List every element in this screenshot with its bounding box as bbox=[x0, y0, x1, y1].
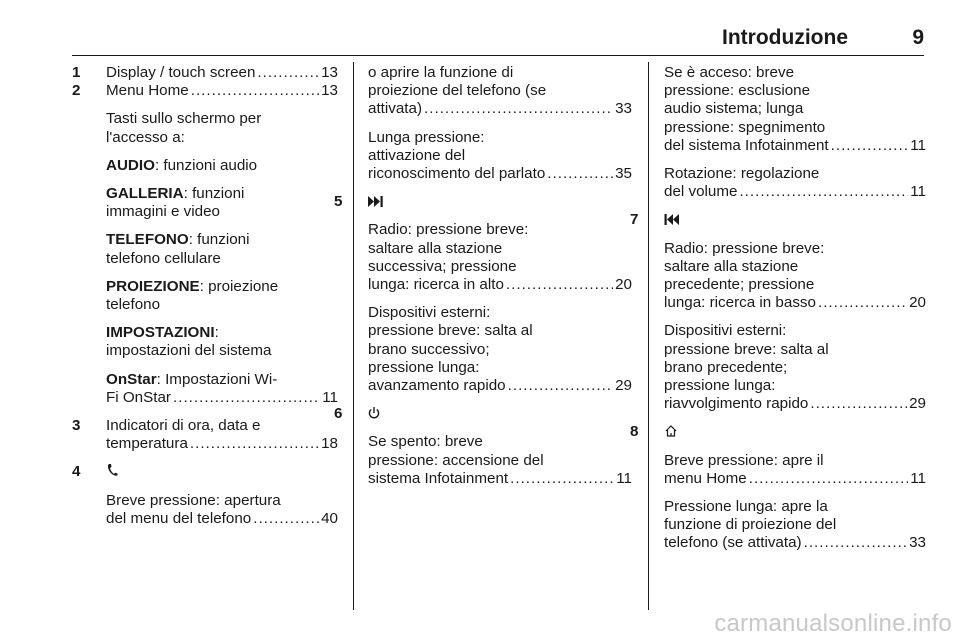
toc-line: riconoscimento del parlato ..... 35 bbox=[368, 165, 632, 183]
page-ref: 11 bbox=[616, 469, 632, 487]
watermark: carmanualsonline.info bbox=[714, 610, 952, 637]
page-ref: 20 bbox=[615, 276, 632, 294]
toc-line: temperatura ..... 18 bbox=[106, 435, 338, 453]
toc-line: sistema Infotainment ..... 11 bbox=[368, 470, 632, 488]
page-ref: 35 bbox=[615, 165, 632, 183]
column-3: Se è acceso: breve pressione: esclusione audio sistema; lunga pressione: spegnimento del sistema Infotainment ..... 11 Rotazione: regolazione del volume ..... 11 7 Radio: pressione breve: saltare alla stazione precedente; pressione lunga: ricerca in basso ..... 20 Dispositivi esterni: pressione breve: salta al brano precedente; pressione lunga: riavvolgimento rapido ..... 29 8 Breve pressione: apre il menu Home ..... 11 Pressione lunga: apre la funzione di proiezione del telefono (se attivata) ..... 33 bbox=[664, 64, 926, 553]
column-1 bbox=[72, 64, 338, 528]
entry-5: 5 Radio: pressione breve: saltare alla stazione successiva; pressione lunga: ricerca in alto ..... 20 Dispositivi esterni: pressione breve: salta al brano successivo; pressione lunga: avanzamento rapido ..... 29 bbox=[334, 193, 632, 395]
toc-line: Display / touch screen ..... 13 bbox=[106, 64, 338, 82]
entry-number: 7 bbox=[630, 211, 639, 229]
entry-number: 2 bbox=[72, 82, 81, 100]
page-ref: 33 bbox=[615, 100, 632, 118]
toc-line: lunga: ricerca in alto ..... 20 bbox=[368, 276, 632, 294]
entry-7: 7 Radio: pressione breve: saltare alla stazione precedente; pressione lunga: ricerca in basso ..... 20 Dispositivi esterni: pressione breve: salta al brano precedente; pressione lunga: riavvolgimento rapido ..... 29 bbox=[630, 211, 926, 413]
toc-line: avanzamento rapido ..... 29 bbox=[368, 377, 632, 395]
page-ref: 29 bbox=[615, 377, 632, 395]
phone-icon bbox=[106, 463, 118, 481]
page-ref: 13 bbox=[321, 82, 338, 100]
page-ref: 13 bbox=[321, 64, 338, 81]
page-number: 9 bbox=[912, 26, 924, 49]
toc-line: menu Home ..... 11 bbox=[664, 470, 926, 488]
toc-line: attivata) ..... 33 bbox=[368, 100, 632, 118]
entry-number: 4 bbox=[72, 463, 81, 481]
toc-line: telefono (se attivata) ..... 33 bbox=[664, 534, 926, 552]
entry-6: 6 Se spento: breve pressione: accensione del sistema Infotainment ..... 11 bbox=[334, 405, 632, 488]
header-rule bbox=[72, 55, 924, 56]
entry-number: 6 bbox=[334, 405, 343, 423]
entry-number: 8 bbox=[630, 423, 639, 441]
entry-number: 5 bbox=[334, 193, 343, 211]
section-title: Introduzione bbox=[722, 26, 848, 49]
toc-line: Menu Home ..... 13 bbox=[106, 82, 338, 100]
entry-8: 8 Breve pressione: apre il menu Home ..... 11 Pressione lunga: apre la funzione di proiezione del telefono (se attivata) ..... 33 bbox=[630, 423, 926, 552]
entry-1 bbox=[72, 64, 338, 82]
page-ref: 29 bbox=[909, 395, 926, 413]
toc-line: del volume ..... 11 bbox=[664, 183, 926, 201]
toc-line: del menu del telefono ..... 40 bbox=[106, 510, 338, 528]
toc-line: Fi OnStar ..... 11 bbox=[106, 389, 338, 407]
page-ref: 11 bbox=[910, 469, 926, 487]
home-icon bbox=[664, 423, 678, 441]
page-ref: 20 bbox=[909, 294, 926, 312]
page-ref: 18 bbox=[321, 435, 338, 453]
power-icon bbox=[368, 405, 380, 423]
entry-4: 4 Breve pressione: apertura del menu del telefono ..... 40 bbox=[72, 463, 338, 528]
toc-line: riavvolgimento rapido ..... 29 bbox=[664, 395, 926, 413]
next-track-icon bbox=[368, 193, 384, 211]
page-ref: 11 bbox=[322, 388, 338, 406]
page-ref: 11 bbox=[910, 136, 926, 154]
page-ref: 40 bbox=[321, 509, 338, 527]
page-ref: 33 bbox=[909, 534, 926, 552]
entry-3: 3 Indicatori di ora, data e temperatura ..... 18 bbox=[72, 417, 338, 453]
page-header bbox=[0, 0, 960, 58]
previous-track-icon bbox=[664, 211, 680, 229]
page-ref: 11 bbox=[910, 183, 926, 201]
column-2: o aprire la funzione di proiezione del telefono (se attivata) ..... 33 Lunga pressione: attivazione del riconoscimento del parlato ..... 35 5 Radio: pressione breve: saltare alla stazione successiva; pressione lunga: ricerca in alto ..... 20 Dispositivi esterni: pressione breve: salta al brano successivo; pressione lunga: avanzamento rapido ..... 29 6 Se spento: breve pressione: accensione del sistema Infotainment ..... 11 bbox=[368, 64, 632, 488]
toc-line: del sistema Infotainment ..... 11 bbox=[664, 137, 926, 155]
entry-2: 2 Menu Home ..... 13 Tasti sullo schermo per l'accesso a: AUDIO: funzioni audio GALLERIA: funzioni immagini e video TELEFONO: funzioni telefono cellulare PROIEZIONE: proiezione telefono IMPOSTAZIONI: impostazioni del sistema OnStar: Impostazioni Wi- Fi OnStar ..... 11 bbox=[72, 82, 338, 407]
entry-number: 1 bbox=[72, 64, 81, 81]
entry-number: 3 bbox=[72, 417, 81, 435]
toc-line: lunga: ricerca in basso ..... 20 bbox=[664, 294, 926, 312]
